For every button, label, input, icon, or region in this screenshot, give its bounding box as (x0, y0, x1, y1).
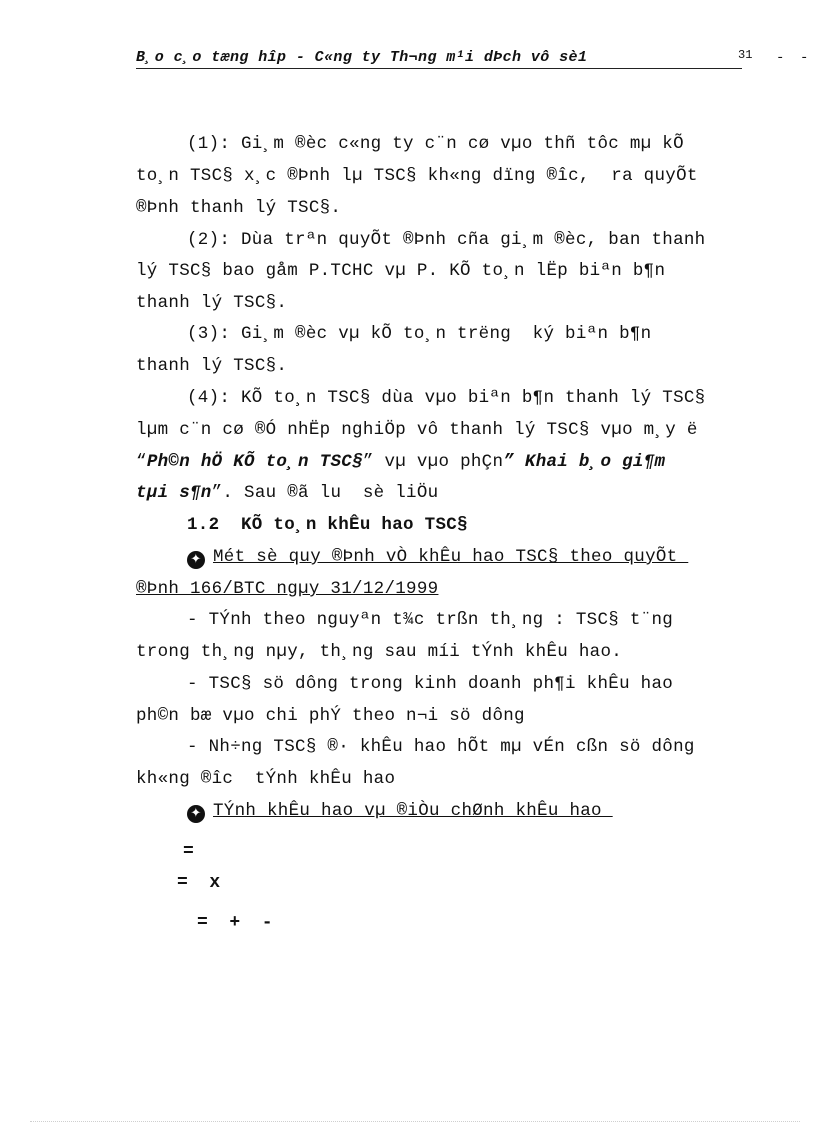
plain-text: ” vµ vµo phÇn (362, 452, 504, 472)
bullet-heading-text: Mét sè quy ®Þnh vÒ khÊu hao TSC§ theo quyÕt (213, 547, 689, 567)
paragraph-line: thanh lý TSC§. (136, 293, 288, 313)
page-header (136, 46, 742, 69)
page-number: 31 (738, 48, 753, 62)
paragraph-line: (4): KÕ to¸n TSC§ dùa vµo biªn b¶n thanh lý TSC§ (187, 388, 706, 408)
quote-mark: “ (136, 452, 147, 472)
paragraph-line: (3): Gi¸m ®èc vµ kÕ to¸n trëng ký biªn b¶n (187, 324, 652, 344)
paragraph-line: ph©n bæ vµo chi phÝ theo n¬i sö dông (136, 706, 525, 726)
emphasis-text: Ph©n hÖ KÕ to¸n TSC§ (146, 452, 363, 472)
list-item: - Nh÷ng TSC§ ®· khÊu hao hÕt mµ vÉn cßn sö dông (187, 737, 695, 757)
paragraph-line (136, 483, 438, 503)
formula-line: = x (177, 873, 221, 893)
paragraph-line: ®Þnh thanh lý TSC§. (136, 198, 342, 218)
paragraph-line: (1): Gi¸m ®èc c«ng ty c¨n cø vµo thñ tôc mµ kÕ (187, 134, 684, 154)
bullet-heading-text: TÝnh khÊu hao vµ ®iÒu chØnh khÊu hao (213, 801, 613, 821)
paragraph-line: to¸n TSC§ x¸c ®Þnh lµ TSC§ kh«ng dïng ®îc, ra quyÕt (136, 166, 698, 186)
header-title: B¸o c¸o tæng hîp - C«ng ty Th¬ng m¹i dÞch vô sè1 (136, 49, 588, 66)
star-bullet-icon: ✦ (187, 551, 205, 569)
paragraph-line: (2): Dùa trªn quyÕt ®Þnh cña gi¸m ®èc, ban thanh (187, 230, 706, 250)
paragraph-line: lý TSC§ bao gåm P.TCHC vµ P. KÕ to¸n lËp biªn b¶n (136, 261, 666, 281)
paragraph-line: lµm c¨n cø ®Ó nhËp nghiÖp vô thanh lý TSC§ vµo m¸y ë (136, 420, 698, 440)
bullet-heading (187, 801, 613, 823)
paragraph-line: thanh lý TSC§. (136, 356, 288, 376)
list-item: - TSC§ sö dông trong kinh doanh ph¶i khÊu hao (187, 674, 674, 694)
formula-line: = + - (197, 913, 273, 933)
section-heading: 1.2 KÕ to¸n khÊu hao TSC§ (187, 515, 468, 535)
emphasis-text: Khai b¸o gi¶m (524, 452, 666, 472)
star-bullet-icon: ✦ (187, 805, 205, 823)
header-dash: - (800, 50, 809, 66)
paragraph-line: trong th¸ng nµy, th¸ng sau míi tÝnh khÊu hao. (136, 642, 623, 662)
quote-mark: ” (503, 452, 525, 472)
bullet-heading-text: ®Þnh 166/BTC ngµy 31/12/1999 (136, 579, 439, 599)
paragraph-line: kh«ng ®îc tÝnh khÊu hao (136, 769, 396, 789)
bullet-heading (187, 547, 688, 569)
page-bottom-rule (30, 1121, 800, 1122)
list-item: - TÝnh theo nguyªn t¾c trßn th¸ng : TSC§ t¨ng (187, 610, 674, 630)
emphasis-text: tµi s¶n (136, 483, 212, 503)
header-dash: - (776, 50, 785, 66)
paragraph-line (136, 452, 665, 472)
plain-text: ”. Sau ®ã lu sè liÖu (211, 483, 439, 503)
formula-line: = (183, 842, 194, 862)
